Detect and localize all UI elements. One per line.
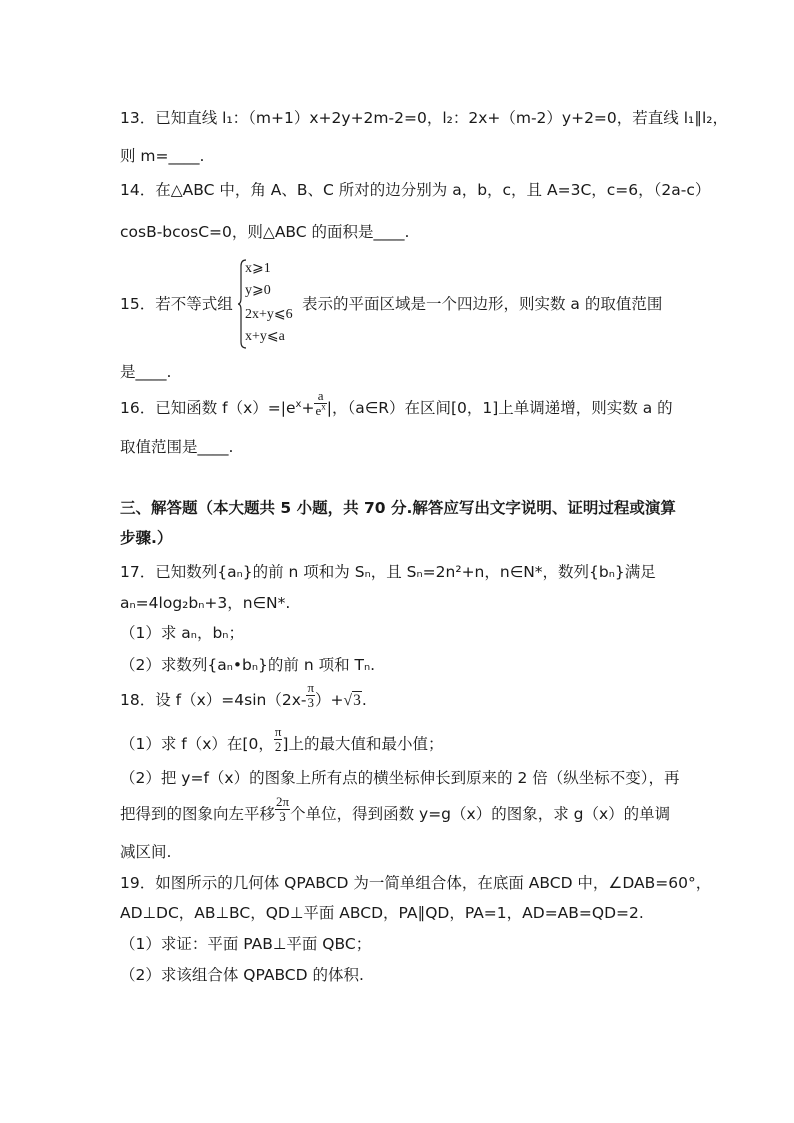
q16-frac-den: $e^x$ bbox=[315, 401, 326, 418]
q17-line1: 17．已知数列{aₙ}的前 n 项和为 Sₙ，且 Sₙ=2n²+n，n∈N*，数列{bₙ}满足 bbox=[120, 563, 656, 581]
q16-exponent: x bbox=[295, 398, 302, 410]
q18-fraction: $\frac{\pi}{3}$ bbox=[307, 680, 315, 710]
q13-line2: 则 m=____. bbox=[120, 147, 205, 165]
q18-part2-line3: 减区间. bbox=[120, 843, 172, 861]
q18-mid: ）+ bbox=[315, 691, 344, 709]
q18-line1: 18．设 f（x）=4sin（2x- $\frac{\pi}{3}$ ）+√3. bbox=[120, 680, 367, 710]
q19-line2: AD⊥DC，AB⊥BC，QD⊥平面 ABCD，PA∥QD，PA=1，AD=AB=QD=2. bbox=[120, 904, 644, 922]
q15-prefix: 15．若不等式组 bbox=[120, 295, 233, 313]
q16-after: |，（a∈R）在区间[0，1]上单调递增，则实数 a 的 bbox=[326, 399, 673, 417]
q18-sqrt: √3 bbox=[343, 692, 361, 709]
q19-part1: （1）求证：平面 PAB⊥平面 QBC； bbox=[120, 935, 372, 953]
system-row-1: x⩾1 bbox=[245, 261, 271, 276]
section3-title-line2: 步骤.） bbox=[120, 529, 173, 547]
q14-line1: 14．在△ABC 中，角 A、B、C 所对的边分别为 a，b，c，且 A=3C，c=6，（2a-c） bbox=[120, 181, 711, 199]
section3-title: 三、解答题（本大题共 5 小题，共 70 分.解答应写出文字说明、证明过程或演算 bbox=[120, 499, 676, 517]
q18-part1 bbox=[120, 724, 444, 754]
q18-part2-line2: 把得到的图象向左平移 $\frac{2\pi}{3}$ 个单位，得到函数 y=g（x）的图象，求 g（x）的单调 bbox=[120, 794, 671, 824]
inequality-system bbox=[237, 258, 305, 350]
q18-p1-prefix: （1）求 f（x）在[0， bbox=[120, 735, 274, 753]
q17-line2: aₙ=4log₂bₙ+3，n∈N*. bbox=[120, 594, 291, 612]
q17-part2: （2）求数列{aₙ•bₙ}的前 n 项和 Tₙ. bbox=[120, 656, 376, 674]
q16-line2: 取值范围是____. bbox=[120, 438, 234, 456]
q15-suffix: 表示的平面区域是一个四边形，则实数 a 的取值范围 bbox=[302, 295, 663, 313]
q16-prefix: 16．已知函数 f（x）=|e bbox=[120, 399, 296, 417]
q15-line2: 是____. bbox=[120, 363, 172, 381]
q18-prefix: 18．设 f（x）=4sin（2x- bbox=[120, 691, 307, 709]
q18-p1-fraction: $\frac{\pi}{2}$ bbox=[274, 724, 282, 754]
q14-line2: cosB-bcosC=0，则△ABC 的面积是____. bbox=[120, 223, 410, 241]
q18-p1-suffix: ]上的最大值和最小值； bbox=[282, 735, 444, 753]
system-row-3: 2x+y⩽6 bbox=[245, 307, 293, 322]
q19-line1: 19．如图所示的几何体 QPABCD 为一简单组合体，在底面 ABCD 中，∠DAB=60°， bbox=[120, 874, 712, 892]
system-row-2: y⩾0 bbox=[245, 283, 271, 298]
q16-frac-num: a bbox=[317, 388, 324, 403]
q13-line1: 13．已知直线 l₁：（m+1）x+2y+2m-2=0，l₂：2x+（m-2）y+2=0，若直线 l₁∥l₂， bbox=[120, 109, 728, 127]
q17-part1: （1）求 aₙ，bₙ； bbox=[120, 624, 244, 642]
system-row-4: x+y⩽a bbox=[245, 329, 285, 344]
q18-p2-fraction: $\frac{2\pi}{3}$ bbox=[276, 794, 290, 824]
q18-part2-line1: （2）把 y=f（x）的图象上所有点的横坐标伸长到原来的 2 倍（纵坐标不变），再 bbox=[120, 769, 680, 787]
q19-part2: （2）求该组合体 QPABCD 的体积. bbox=[120, 966, 364, 984]
q16-plus: + bbox=[301, 399, 315, 417]
q16-fraction bbox=[314, 389, 326, 418]
q16-line1 bbox=[120, 388, 673, 418]
